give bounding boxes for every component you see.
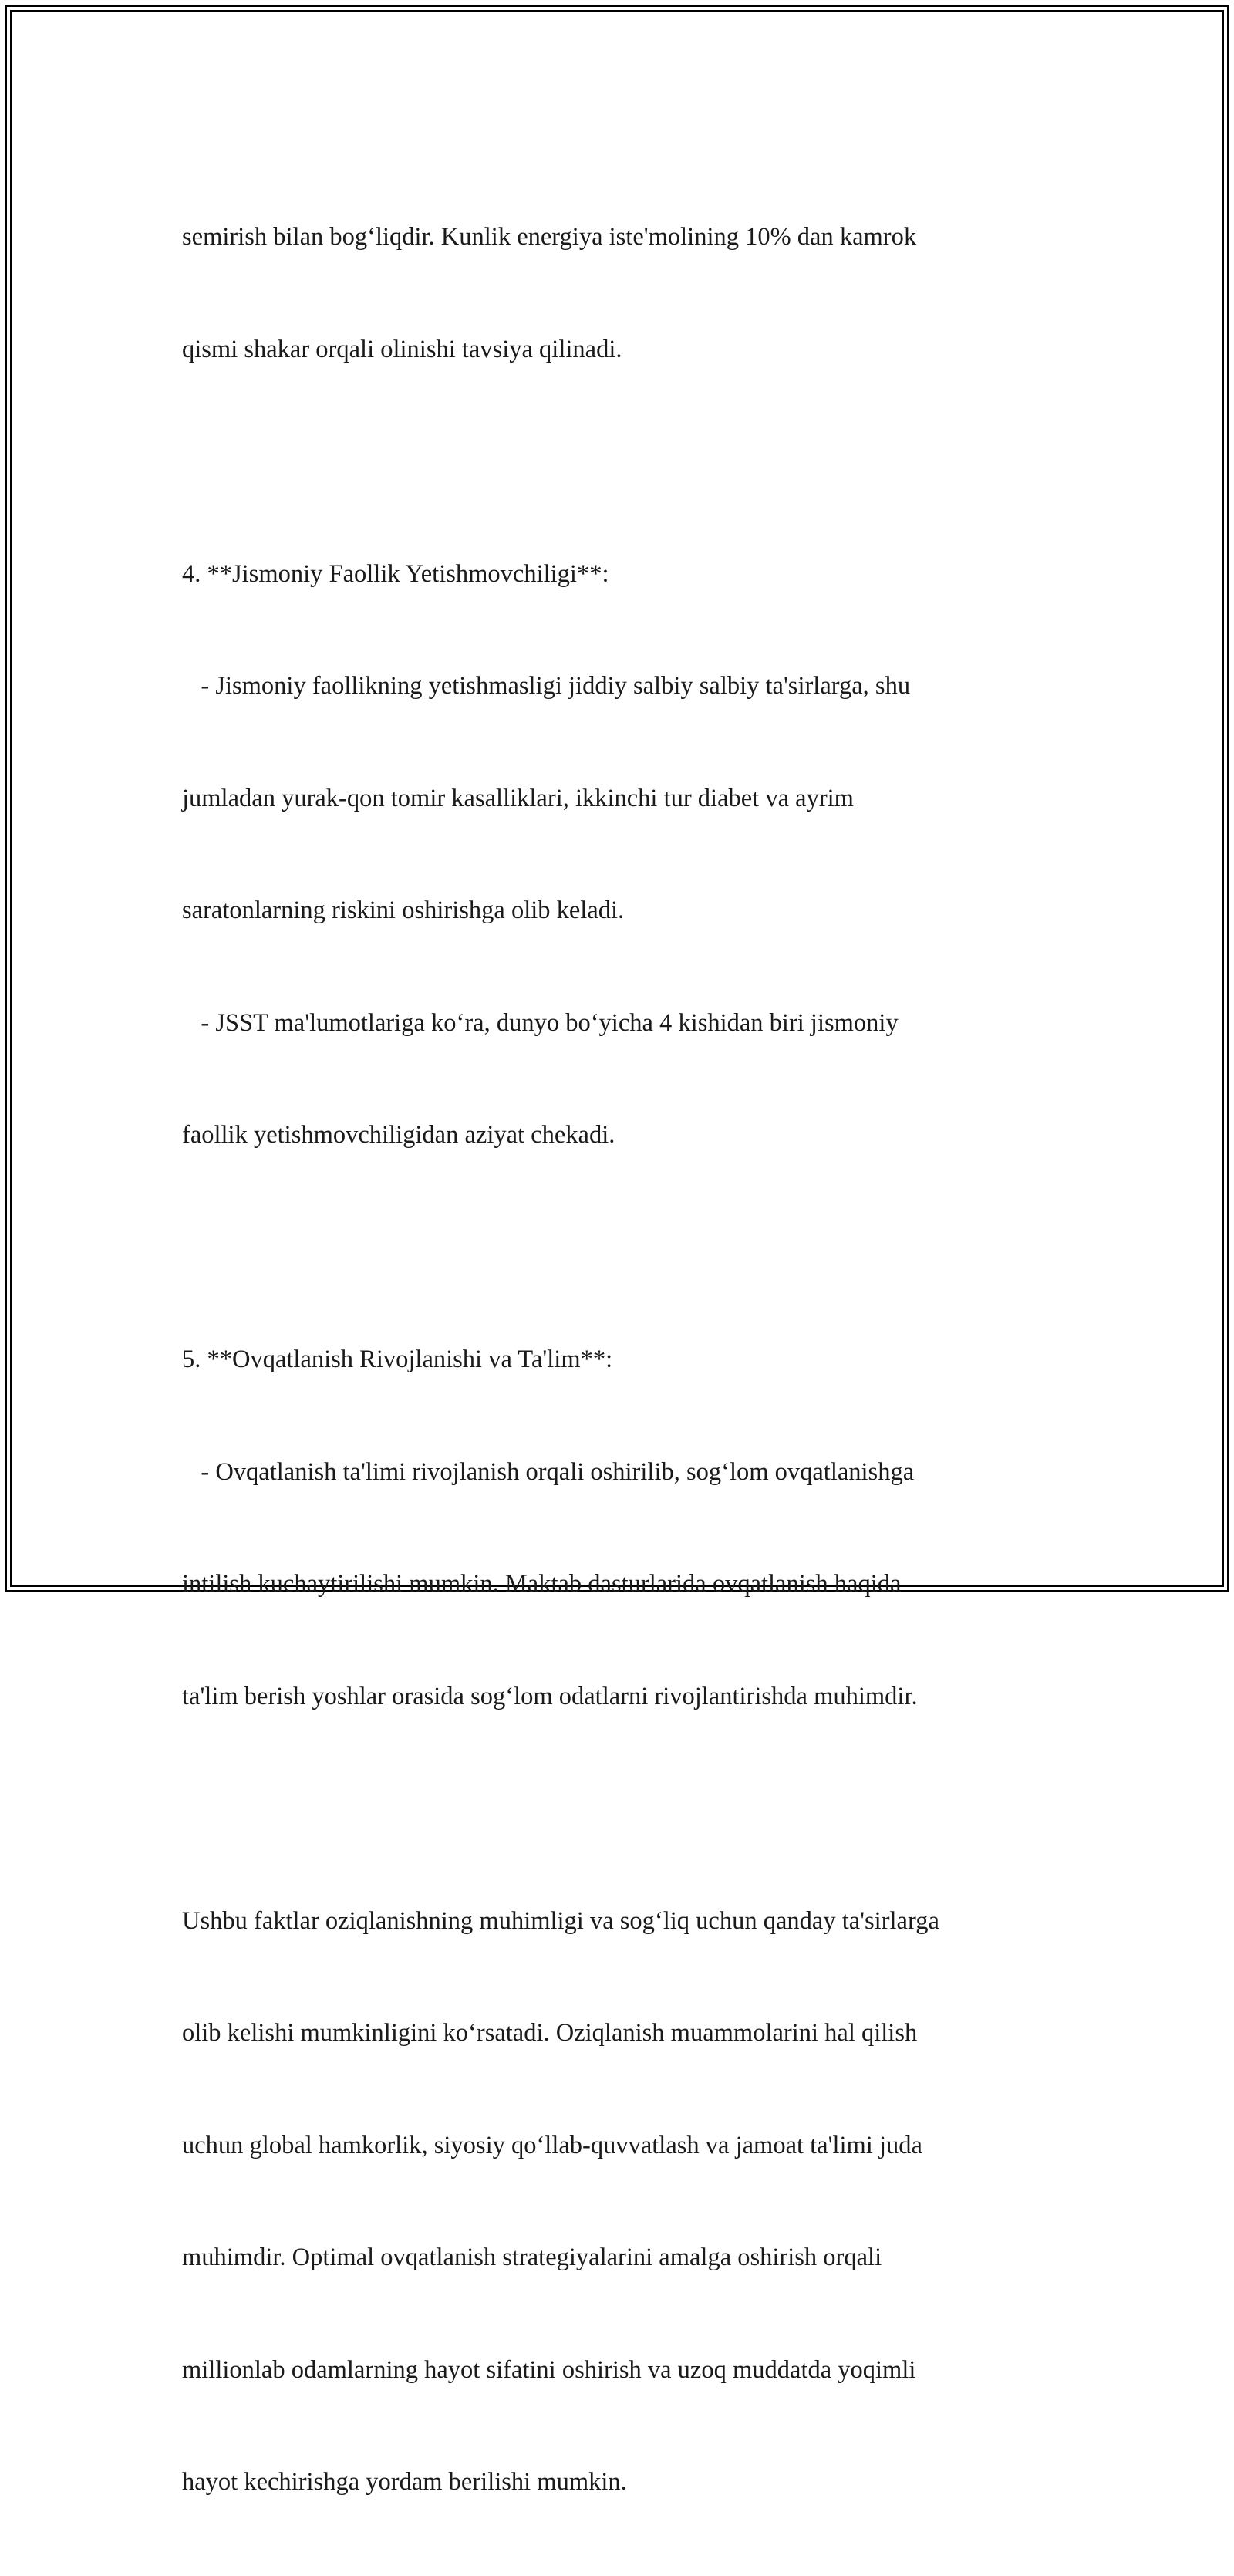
text-line: - Ovqatlanish ta'limi rivojlanish orqali oshirilib, sog‘lom ovqatlanishga <box>182 1457 915 1486</box>
text-line: muhimdir. Optimal ovqatlanish strategiyalarini amalga oshirish orqali <box>182 2243 882 2271</box>
text-line: millionlab odamlarning hayot sifatini oshirish va uzoq muddatda yoqimli <box>182 2355 916 2384</box>
text-line: qismi shakar orqali olinishi tavsiya qilinadi. <box>182 335 622 363</box>
text-line: Ushbu faktlar oziqlanishning muhimligi va sog‘liq uchun qanday ta'sirlarga <box>182 1906 939 1935</box>
document-body <box>182 143 1077 2576</box>
text-line: ta'lim berish yoshlar orasida sog‘lom odatlarni rivojlantirishda muhimdir. <box>182 1682 918 1710</box>
section-heading: 5. **Ovqatlanish Rivojlanishi va Ta'lim**: <box>182 1345 613 1373</box>
paragraph-spacer <box>182 1229 1077 1267</box>
paragraph-spacer <box>182 1790 1077 1828</box>
text-line: uchun global hamkorlik, siyosiy qo‘llab-quvvatlash va jamoat ta'limi juda <box>182 2131 922 2159</box>
text-line: - Jismoniy faollikning yetishmasligi jiddiy salbiy salbiy ta'sirlarga, shu <box>182 672 911 700</box>
paragraph-spacer <box>182 443 1077 481</box>
text-line: semirish bilan bog‘liqdir. Kunlik energiya iste'molining 10% dan kamrok <box>182 223 917 251</box>
text-line: faollik yetishmovchiligidan aziyat chekadi. <box>182 1121 615 1149</box>
section-heading: 4. **Jismoniy Faollik Yetishmovchiligi**: <box>182 559 609 588</box>
section-physical-activity <box>182 481 1077 1229</box>
text-line: - JSST ma'lumotlariga ko‘ra, dunyo bo‘yicha 4 kishidan biri jismoniy <box>182 1008 899 1037</box>
paragraph-conclusion <box>182 1828 1077 2576</box>
text-line: jumladan yurak-qon tomir kasalliklari, ikkinchi tur diabet va ayrim <box>182 784 854 812</box>
text-line: saratonlarning riskini oshirishga olib keladi. <box>182 896 625 924</box>
section-nutrition-education <box>182 1266 1077 1790</box>
paragraph-sugar-continuation <box>182 143 1077 443</box>
text-line: intilish kuchaytirilishi mumkin. Maktab dasturlarida ovqatlanish haqida <box>182 1570 902 1598</box>
text-line: hayot kechirishga yordam berilishi mumkin. <box>182 2468 627 2496</box>
text-line: olib kelishi mumkinligini ko‘rsatadi. Oziqlanish muammolarini hal qilish <box>182 2019 918 2047</box>
